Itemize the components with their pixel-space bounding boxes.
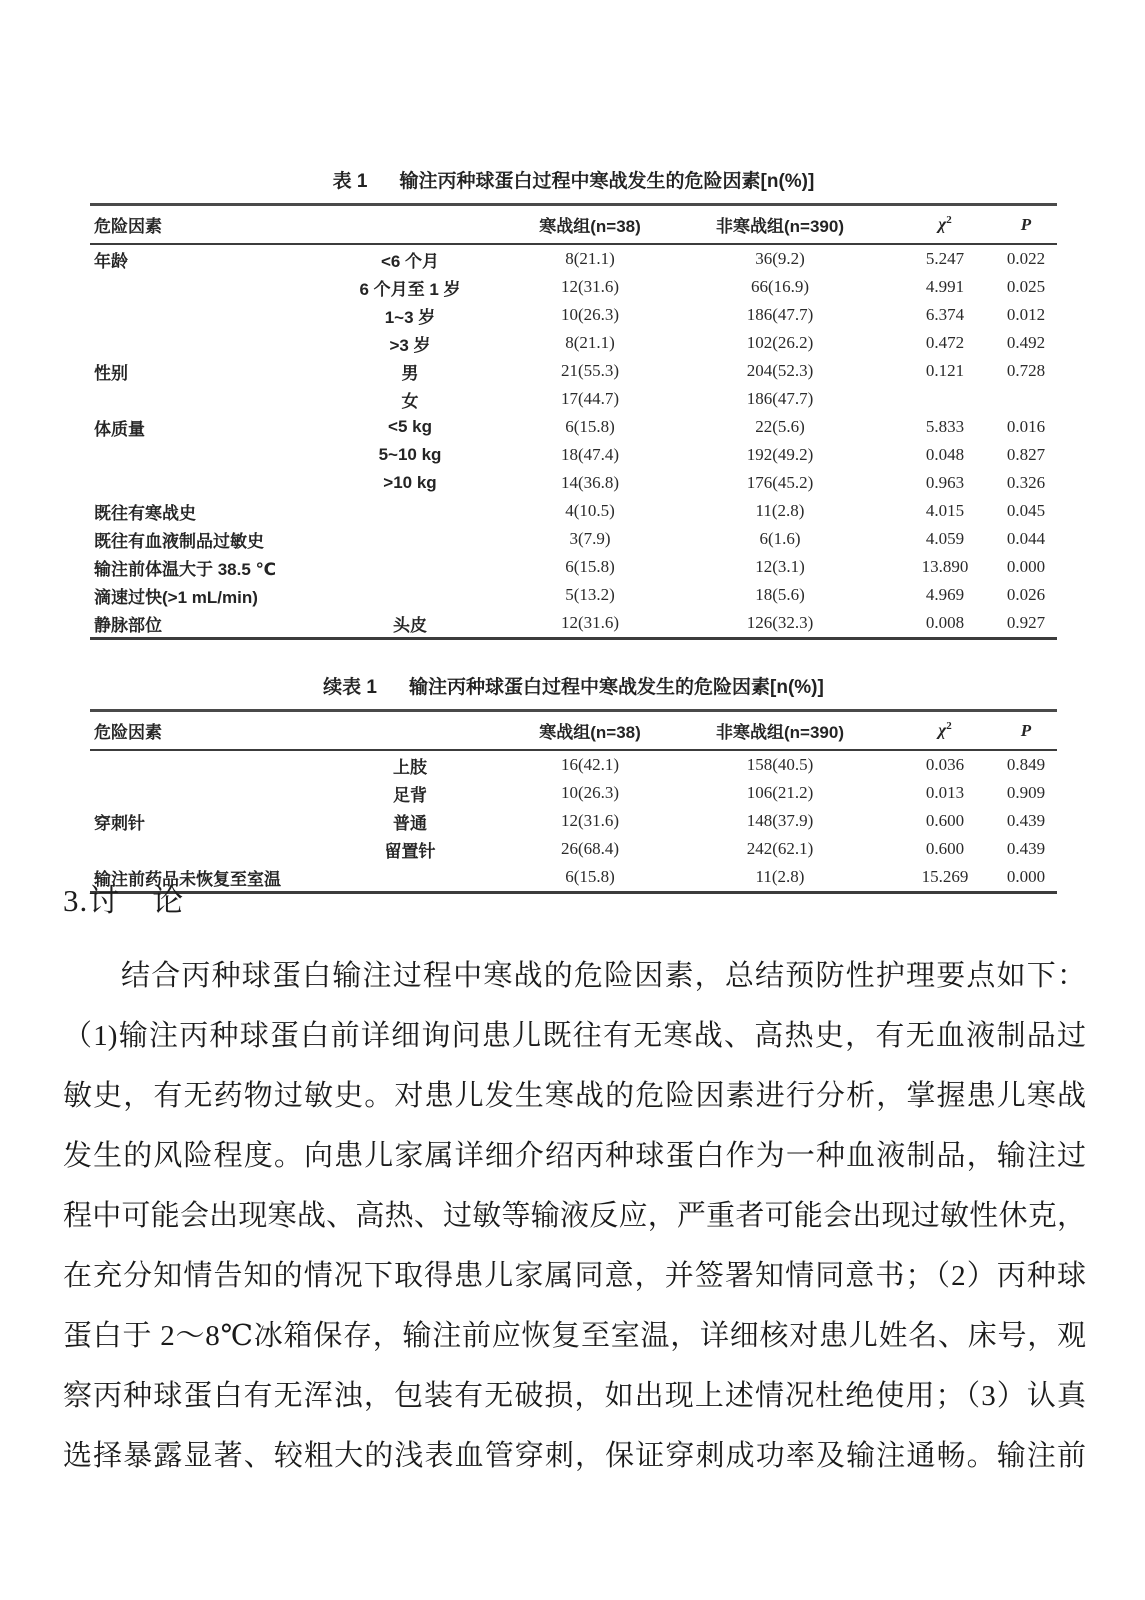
- chi-symbol: χ: [938, 214, 947, 234]
- discussion-line: 在充分知情告知的情况下取得患儿家属同意，并签署知情同意书；（2）丙种球: [63, 1260, 1086, 1292]
- factor-cell: 静脉部位: [94, 615, 162, 635]
- factor-cell: 年龄: [94, 251, 128, 271]
- p-value-cell: 0.326: [1006, 473, 1046, 492]
- factor-cell: 既往有寒战史: [94, 503, 196, 523]
- p-value-cell: 0.000: [1006, 867, 1046, 886]
- table-row: [90, 835, 1057, 863]
- chill-group-cell: 4(10.5): [565, 501, 615, 520]
- chi-square-cell: 6.374: [925, 305, 965, 324]
- p-value-cell: 0.909: [1006, 783, 1046, 802]
- factor-cell: 穿刺针: [94, 813, 145, 833]
- chi-square-cell: 4.059: [925, 529, 965, 548]
- p-value-cell: 0.439: [1006, 839, 1046, 858]
- chi-square-cell: 0.963: [925, 473, 965, 492]
- chi-square-cell: 0.036: [925, 755, 965, 774]
- chi-square-cell: 4.969: [925, 585, 965, 604]
- non-chill-group-cell: 106(21.2): [746, 783, 814, 802]
- factor-cell: 输注前体温大于 38.5 ℃: [94, 559, 277, 579]
- chi-square-cell: 4.991: [925, 277, 965, 296]
- p-value-cell: 0.026: [1006, 585, 1046, 604]
- non-chill-group-cell: 126(32.3): [746, 613, 814, 632]
- table-row: [90, 751, 1057, 779]
- subcategory-cell: 1~3 岁: [384, 307, 436, 327]
- p-value-cell: 0.025: [1006, 277, 1046, 296]
- table-row: [90, 357, 1057, 385]
- subcategory-cell: 6 个月至 1 岁: [359, 279, 461, 299]
- table-row: [90, 469, 1057, 497]
- subcategory-cell: 足背: [393, 785, 427, 805]
- chill-group-cell: 6(15.8): [565, 417, 615, 436]
- non-chill-group-cell: 158(40.5): [746, 755, 814, 774]
- discussion-line: （1)输注丙种球蛋白前详细询问患儿既往有无寒战、高热史，有无血液制品过: [63, 1020, 1086, 1052]
- discussion-line: 选择暴露显著、较粗大的浅表血管穿刺，保证穿刺成功率及输注通畅。输注前: [63, 1440, 1086, 1472]
- chi-square-cell: 0.008: [925, 613, 965, 632]
- table1-header-row: [90, 206, 1057, 245]
- table-row: [90, 581, 1057, 609]
- p-value-cell: 0.012: [1006, 305, 1046, 324]
- chill-group-cell: 12(31.6): [560, 277, 620, 296]
- subcategory-cell: <5 kg: [388, 417, 432, 436]
- non-chill-group-cell: 22(5.6): [755, 417, 805, 436]
- non-chill-group-cell: 18(5.6): [755, 585, 805, 604]
- chill-group-cell: 10(26.3): [560, 783, 620, 802]
- subcategory-cell: 男: [401, 363, 419, 383]
- table2-caption-title: 输注丙种球蛋白过程中寒战发生的危险因素[n(%)]: [409, 677, 824, 698]
- non-chill-group-cell: 36(9.2): [755, 249, 805, 268]
- header-p-value: P: [1020, 720, 1032, 740]
- table-row: [90, 553, 1057, 581]
- subcategory-cell: 留置针: [384, 841, 436, 861]
- discussion-line: 察丙种球蛋白有无浑浊，包装有无破损，如出现上述情况杜绝使用；（3）认真: [63, 1380, 1086, 1412]
- header-chi-square: [895, 214, 995, 235]
- factor-cell: 滴速过快(>1 mL/min): [94, 587, 258, 607]
- table-row: [90, 807, 1057, 835]
- chill-group-cell: 18(47.4): [560, 445, 620, 464]
- p-value-cell: 0.827: [1006, 445, 1046, 464]
- subcategory-cell: 头皮: [393, 615, 427, 635]
- factor-cell: 既往有血液制品过敏史: [94, 531, 264, 551]
- chill-group-cell: 16(42.1): [560, 755, 620, 774]
- p-value-cell: 0.044: [1006, 529, 1046, 548]
- header-non-chill-group: 非寒战组(n=390): [716, 217, 844, 236]
- table-row: [90, 385, 1057, 413]
- chill-group-cell: 10(26.3): [560, 305, 620, 324]
- chi-square-cell: 0.600: [925, 811, 965, 830]
- non-chill-group-cell: 6(1.6): [759, 529, 801, 548]
- table-row: [90, 301, 1057, 329]
- non-chill-group-cell: 242(62.1): [746, 839, 814, 858]
- p-value-cell: 0.022: [1006, 249, 1046, 268]
- discussion-line: 蛋白于 2～8℃冰箱保存，输注前应恢复至室温，详细核对患儿姓名、床号，观: [63, 1320, 1086, 1352]
- header-factor: 危险因素: [94, 723, 162, 742]
- chi-square-cell: 0.600: [925, 839, 965, 858]
- header-factor: 危险因素: [94, 217, 162, 236]
- factor-cell: 体质量: [94, 419, 145, 439]
- chill-group-cell: 26(68.4): [560, 839, 620, 858]
- chill-group-cell: 8(21.1): [565, 249, 615, 268]
- non-chill-group-cell: 12(3.1): [755, 557, 805, 576]
- non-chill-group-cell: 102(26.2): [746, 333, 814, 352]
- header-p-value: P: [1020, 214, 1032, 234]
- chill-group-cell: 6(15.8): [565, 557, 615, 576]
- table-row: [90, 245, 1057, 273]
- table-row: [90, 609, 1057, 637]
- subcategory-cell: >10 kg: [383, 473, 437, 492]
- discussion-line: 程中可能会出现寒战、高热、过敏等输液反应，严重者可能会出现过敏性休克，: [63, 1200, 1086, 1232]
- chi-square-cell: 0.472: [925, 333, 965, 352]
- chi-square-cell: 4.015: [925, 501, 965, 520]
- table-row: [90, 329, 1057, 357]
- chi-square-cell: 13.890: [921, 557, 969, 576]
- factor-cell: 输注前药品未恢复至室温: [94, 869, 281, 889]
- table1-caption-title: 输注丙种球蛋白过程中寒战发生的危险因素[n(%)]: [399, 171, 815, 192]
- discussion-line: 结合丙种球蛋白输注过程中寒战的危险因素，总结预防性护理要点如下：: [121, 960, 1086, 992]
- non-chill-group-cell: 11(2.8): [755, 867, 805, 886]
- p-value-cell: 0.927: [1006, 613, 1046, 632]
- table1-caption-label: 表 1: [332, 171, 368, 192]
- table2-caption-label: 续表 1: [323, 677, 378, 698]
- subcategory-cell: 上肢: [393, 757, 427, 777]
- discussion-line: 发生的风险程度。向患儿家属详细介绍丙种球蛋白作为一种血液制品，输注过: [63, 1140, 1086, 1172]
- chi-symbol: χ: [938, 720, 947, 740]
- header-chill-group: 寒战组(n=38): [539, 723, 641, 742]
- table-row: [90, 441, 1057, 469]
- p-value-cell: 0.045: [1006, 501, 1046, 520]
- non-chill-group-cell: 176(45.2): [746, 473, 814, 492]
- non-chill-group-cell: 192(49.2): [746, 445, 814, 464]
- chill-group-cell: 8(21.1): [565, 333, 615, 352]
- chill-group-cell: 12(31.6): [560, 811, 620, 830]
- non-chill-group-cell: 186(47.7): [746, 389, 814, 408]
- discussion-heading: 3.讨 论: [63, 883, 185, 918]
- chill-group-cell: 14(36.8): [560, 473, 620, 492]
- factor-cell: 性别: [94, 363, 128, 383]
- table2-caption: [90, 676, 1057, 700]
- chill-group-cell: 5(13.2): [565, 585, 615, 604]
- discussion-section: [63, 880, 1086, 1486]
- non-chill-group-cell: 11(2.8): [755, 501, 805, 520]
- chi-square-cell: 5.833: [925, 417, 965, 436]
- header-non-chill-group: 非寒战组(n=390): [716, 723, 844, 742]
- non-chill-group-cell: 204(52.3): [746, 361, 814, 380]
- subcategory-cell: 女: [401, 391, 419, 411]
- p-value-cell: 0.000: [1006, 557, 1046, 576]
- chill-group-cell: 12(31.6): [560, 613, 620, 632]
- chi-exponent: 2: [946, 720, 952, 733]
- table-row: [90, 273, 1057, 301]
- chill-group-cell: 6(15.8): [565, 867, 615, 886]
- chi-square-cell: 15.269: [921, 867, 969, 886]
- p-value-cell: 0.849: [1006, 755, 1046, 774]
- chi-square-cell: 0.121: [925, 361, 965, 380]
- table-row: [90, 497, 1057, 525]
- non-chill-group-cell: 186(47.7): [746, 305, 814, 324]
- table1-section: [90, 170, 1057, 640]
- non-chill-group-cell: 148(37.9): [746, 811, 814, 830]
- subcategory-cell: <6 个月: [380, 251, 440, 271]
- chill-group-cell: 3(7.9): [569, 529, 611, 548]
- p-value-cell: 0.016: [1006, 417, 1046, 436]
- discussion-line: 敏史，有无药物过敏史。对患儿发生寒战的危险因素进行分析，掌握患儿寒战: [63, 1080, 1086, 1112]
- chi-square-cell: 5.247: [925, 249, 965, 268]
- table-row: [90, 525, 1057, 553]
- table-row: [90, 779, 1057, 807]
- table1: [90, 203, 1057, 640]
- table1-caption: [90, 170, 1057, 194]
- header-chi-square: [895, 720, 995, 741]
- chi-square-cell: 0.013: [925, 783, 965, 802]
- header-chill-group: 寒战组(n=38): [539, 217, 641, 236]
- p-value-cell: 0.492: [1006, 333, 1046, 352]
- chi-exponent: 2: [946, 214, 952, 227]
- subcategory-cell: >3 岁: [389, 335, 431, 355]
- table2: [90, 709, 1057, 894]
- table2-header-row: [90, 712, 1057, 751]
- chill-group-cell: 21(55.3): [560, 361, 620, 380]
- p-value-cell: 0.439: [1006, 811, 1046, 830]
- chi-square-cell: 0.048: [925, 445, 965, 464]
- table2-section: [90, 676, 1057, 894]
- subcategory-cell: 5~10 kg: [378, 445, 442, 464]
- chill-group-cell: 17(44.7): [560, 389, 620, 408]
- subcategory-cell: 普通: [393, 813, 427, 833]
- p-value-cell: 0.728: [1006, 361, 1046, 380]
- non-chill-group-cell: 66(16.9): [750, 277, 810, 296]
- table-row: [90, 413, 1057, 441]
